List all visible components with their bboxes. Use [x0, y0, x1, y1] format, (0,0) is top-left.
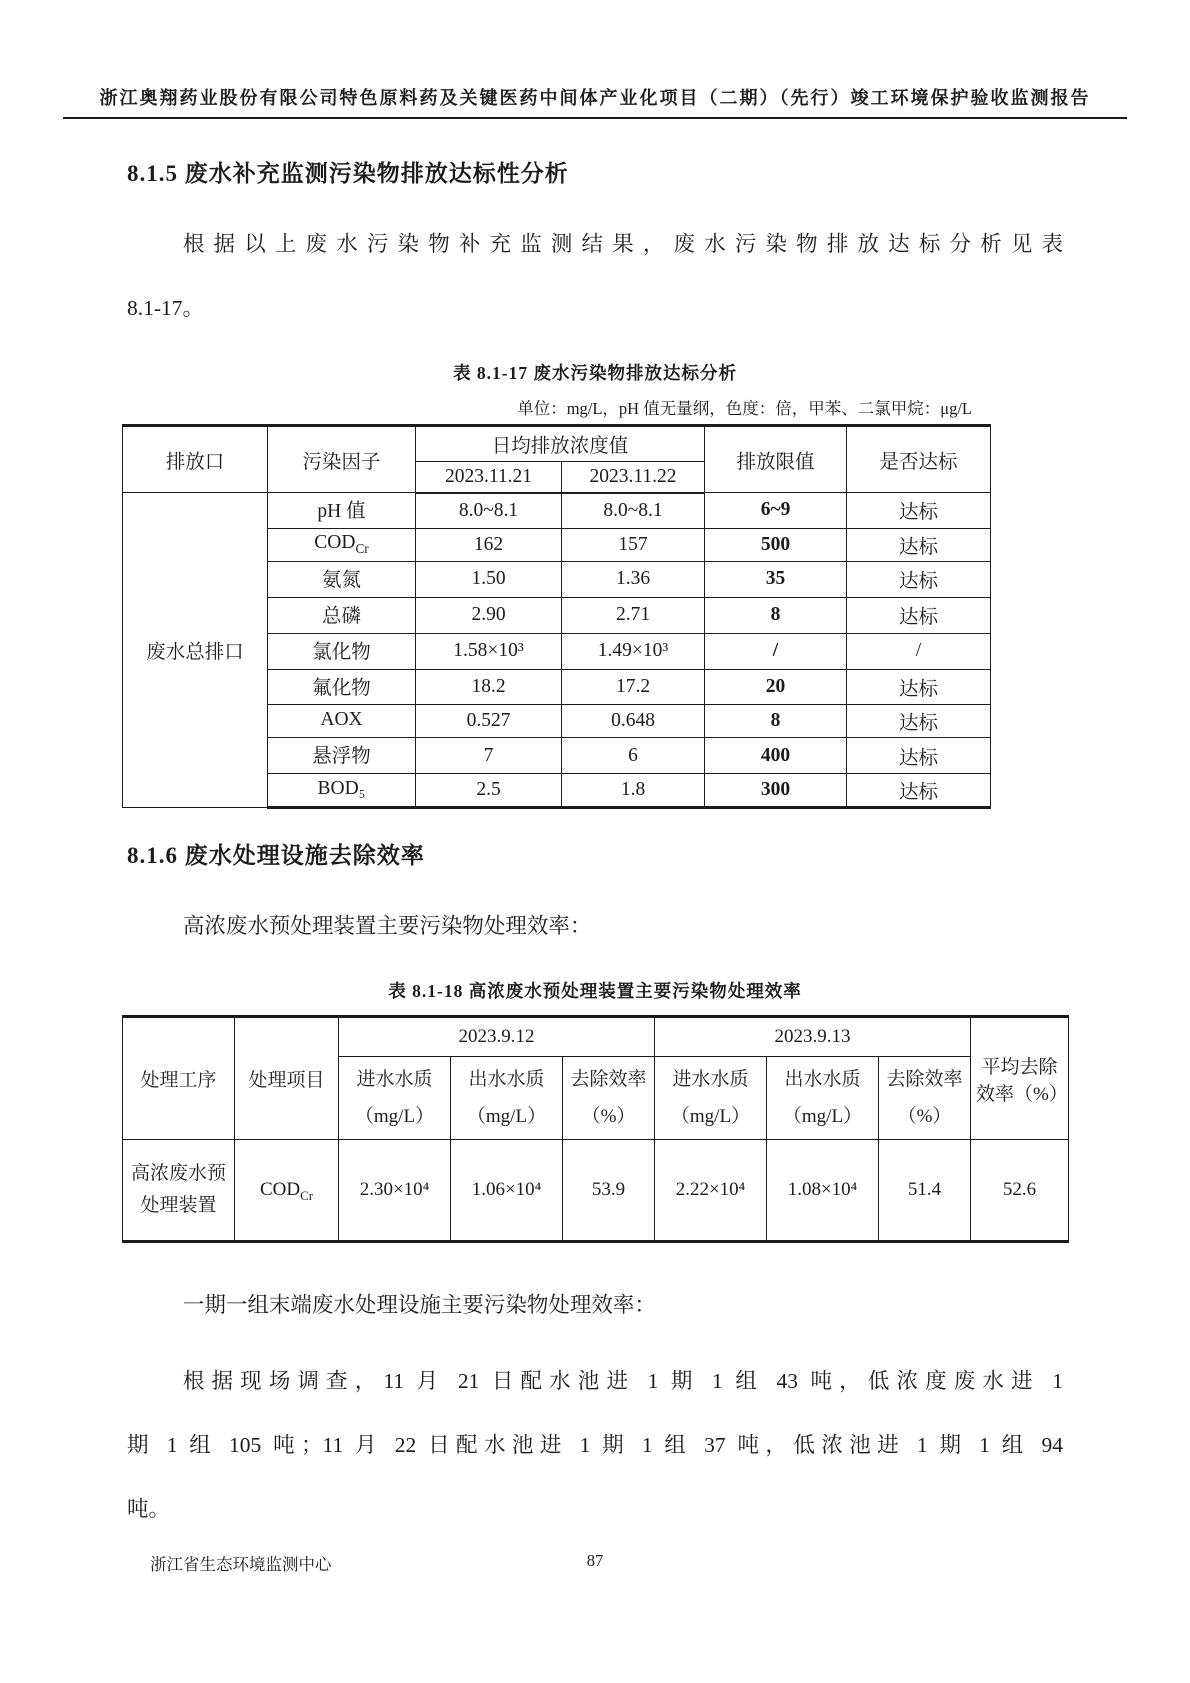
column-header-process: 处理工序 — [123, 1017, 235, 1140]
paragraph-line: 期 1 组 105 吨；11 月 22 日配水池进 1 期 1 组 37 吨，低浓池进 1 期 1 组 94 — [127, 1433, 1063, 1458]
column-header-outlet: 排放口 — [123, 426, 268, 493]
paragraph-line: 高浓废水预处理装置主要污染物处理效率： — [182, 914, 592, 939]
limit-cell: 8 — [705, 705, 847, 738]
value-cell: 18.2 — [416, 669, 562, 705]
item-cell: $COD_{Cr}$ — [235, 1140, 339, 1242]
factor-subscript: Cr — [355, 541, 369, 557]
value-cell: 2.30×10⁴ — [339, 1140, 451, 1242]
table-header-row — [123, 1017, 1069, 1057]
page-footer — [63, 1551, 1127, 1574]
column-header-date1: 2023.9.12 — [339, 1017, 655, 1057]
value-cell: 8.0~8.1 — [562, 493, 705, 529]
value-cell: 8.0~8.1 — [416, 493, 562, 529]
value-cell: 53.9 — [563, 1140, 655, 1242]
compliance-cell: 达标 — [847, 561, 991, 597]
compliance-cell: 达标 — [847, 774, 991, 808]
column-header-date2: 2023.9.13 — [655, 1017, 971, 1057]
value-cell: 1.06×10⁴ — [451, 1140, 563, 1242]
table-header-row — [123, 426, 991, 462]
paragraph-line: 根据以上废水污染物补充监测结果，废水污染物排放达标分析见表 — [182, 232, 1063, 256]
column-header-compliance: 是否达标 — [847, 426, 991, 493]
column-header-outlet: 出水水质（mg/L） — [451, 1057, 563, 1140]
factor-cell: 氟化物 — [268, 669, 416, 705]
column-header-date1: 2023.11.21 — [416, 462, 562, 493]
compliance-cell: 达标 — [847, 597, 991, 633]
value-cell: 1.49×10³ — [562, 633, 705, 669]
compliance-cell: 达标 — [847, 669, 991, 705]
section-8-1-5-heading: 8.1.5 废水补充监测污染物排放达标性分析 — [127, 161, 569, 186]
running-head-title: 浙江奥翔药业股份有限公司特色原料药及关键医药中间体产业化项目（二期）（先行）竣工环境保护验收监测报告 — [99, 88, 1091, 108]
value-cell: 6 — [562, 738, 705, 774]
paragraph-line: 8.1-17。 — [127, 296, 205, 320]
compliance-cell: 达标 — [847, 528, 991, 561]
value-cell: 1.8 — [562, 774, 705, 808]
column-header-inlet: 进水水质（mg/L） — [339, 1057, 451, 1140]
limit-cell: 400 — [705, 738, 847, 774]
footer-page-number: 87 — [586, 1551, 604, 1570]
limit-cell: / — [705, 633, 847, 669]
factor-cell: 氨氮 — [268, 561, 416, 597]
value-cell: 1.58×10³ — [416, 633, 562, 669]
paragraph-line: 一期一组末端废水处理设施主要污染物处理效率： — [182, 1293, 656, 1318]
value-cell: 52.6 — [971, 1140, 1069, 1242]
factor-cell: AOX — [268, 705, 416, 738]
value-cell: 1.50 — [416, 561, 562, 597]
column-header-inlet: 进水水质（mg/L） — [655, 1057, 767, 1140]
table-row — [123, 1140, 1069, 1242]
value-cell: 2.22×10⁴ — [655, 1140, 767, 1242]
column-header-avg-removal: 平均去除效率（%） — [971, 1017, 1069, 1140]
section-8-1-6-heading: 8.1.6 废水处理设施去除效率 — [127, 843, 425, 869]
table-1-caption: 表 8.1-17 废水污染物排放达标分析 — [453, 363, 737, 383]
value-cell: 162 — [416, 528, 562, 561]
limit-cell: 35 — [705, 561, 847, 597]
factor-cell: BOD₅ — [268, 774, 416, 808]
closing-paragraph-1 — [127, 1273, 1063, 1337]
factor-cell: 总磷 — [268, 597, 416, 633]
section-8-1-6-paragraph — [127, 894, 1063, 958]
section-8-1-5-paragraph — [127, 212, 1063, 340]
pretreatment-removal-table — [122, 1015, 1069, 1243]
column-header-daily-avg: 日均排放浓度值 — [416, 426, 705, 462]
limit-cell: 20 — [705, 669, 847, 705]
table-row — [123, 493, 991, 529]
column-header-outlet: 出水水质（mg/L） — [767, 1057, 879, 1140]
factor-cell: $COD_{Cr}$ — [268, 528, 416, 561]
value-cell: 2.5 — [416, 774, 562, 808]
limit-cell: 6~9 — [705, 493, 847, 529]
column-header-limit: 排放限值 — [705, 426, 847, 493]
closing-paragraph-2 — [127, 1349, 1063, 1541]
process-cell: 高浓废水预处理装置 — [123, 1140, 235, 1242]
table-1-unit-note: 单位：mg/L，pH 值无量纲，色度：倍，甲苯、二氯甲烷：μg/L — [517, 399, 972, 418]
table-2-caption: 表 8.1-18 高浓废水预处理装置主要污染物处理效率 — [388, 981, 802, 1002]
value-cell: 2.71 — [562, 597, 705, 633]
limit-cell: 500 — [705, 528, 847, 561]
value-cell: 2.90 — [416, 597, 562, 633]
outlet-cell: 废水总排口 — [123, 493, 268, 808]
value-cell: 51.4 — [879, 1140, 971, 1242]
value-cell: 1.08×10⁴ — [767, 1140, 879, 1242]
column-header-removal: 去除效率（%） — [563, 1057, 655, 1140]
value-cell: 17.2 — [562, 669, 705, 705]
value-cell: 157 — [562, 528, 705, 561]
paragraph-line: 吨。 — [127, 1497, 171, 1522]
value-cell: 0.648 — [562, 705, 705, 738]
column-header-factor: 污染因子 — [268, 426, 416, 493]
compliance-cell: / — [847, 633, 991, 669]
column-header-removal: 去除效率（%） — [879, 1057, 971, 1140]
factor-cell: 氯化物 — [268, 633, 416, 669]
header-divider — [63, 117, 1127, 119]
limit-cell: 300 — [705, 774, 847, 808]
value-cell: 0.527 — [416, 705, 562, 738]
compliance-cell: 达标 — [847, 738, 991, 774]
column-header-item: 处理项目 — [235, 1017, 339, 1140]
compliance-cell: 达标 — [847, 493, 991, 529]
wastewater-compliance-table — [122, 424, 991, 809]
compliance-cell: 达标 — [847, 705, 991, 738]
item-subscript: Cr — [300, 1187, 314, 1203]
factor-cell: pH 值 — [268, 493, 416, 529]
column-header-date2: 2023.11.22 — [562, 462, 705, 493]
factor-cell: 悬浮物 — [268, 738, 416, 774]
limit-cell: 8 — [705, 597, 847, 633]
value-cell: 1.36 — [562, 561, 705, 597]
value-cell: 7 — [416, 738, 562, 774]
paragraph-line: 根据现场调查，11 月 21 日配水池进 1 期 1 组 43 吨，低浓度废水进 1 — [182, 1369, 1063, 1394]
footer-organization: 浙江省生态环境监测中心 — [150, 1555, 332, 1574]
